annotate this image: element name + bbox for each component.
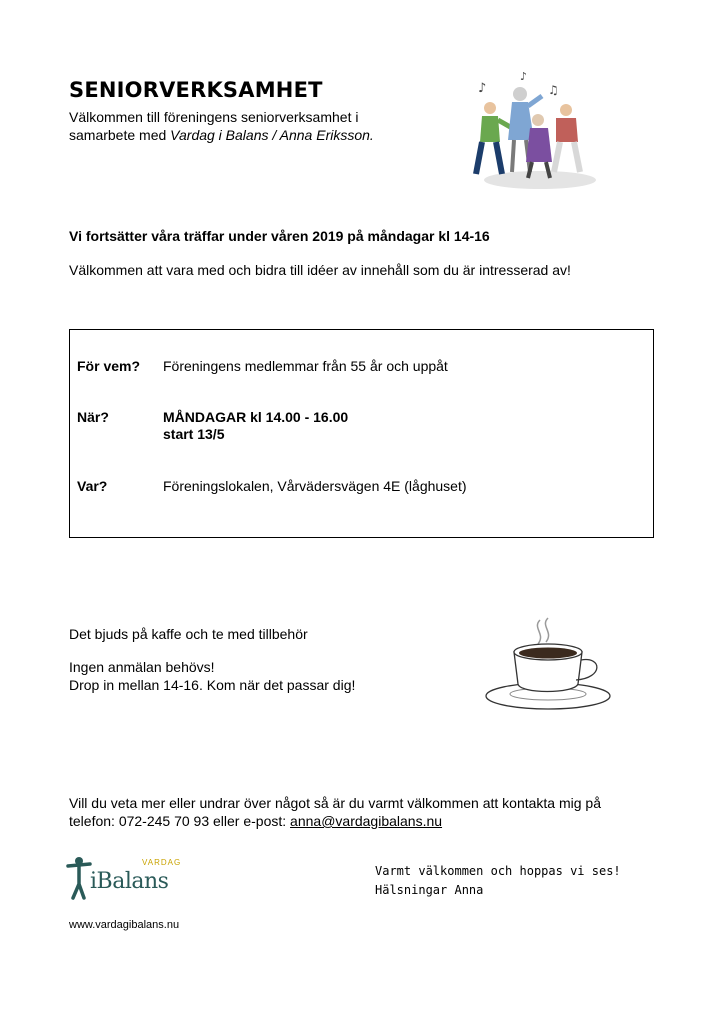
intro-line-1: Välkommen till föreningens seniorverksamhet i xyxy=(69,109,359,125)
logo-tag: VARDAG xyxy=(142,858,182,867)
coffee-text: Det bjuds på kaffe och te med tillbehör xyxy=(69,626,308,642)
coffee-cup-illustration xyxy=(484,614,614,714)
intro-text xyxy=(69,108,374,144)
who-label: För vem? xyxy=(77,358,141,374)
contact-line-1: Vill du veta mer eller undrar över något så är du varmt välkommen att kontakta mig på xyxy=(69,795,601,811)
where-label: Var? xyxy=(77,478,108,494)
invite-text: Välkommen att vara med och bidra till idéer av innehåll som du är intresserad av! xyxy=(69,262,571,278)
when-value-line-1: MÅNDAGAR kl 14.00 - 16.00 xyxy=(163,409,349,425)
who-value: Föreningens medlemmar från 55 år och uppåt xyxy=(163,358,448,374)
logo-wordmark: iBalans xyxy=(90,869,169,894)
when-value-line-2: start 13/5 xyxy=(163,426,225,442)
greeting-line-1: Varmt välkommen och hoppas vi ses! xyxy=(375,864,621,878)
contact-text xyxy=(69,794,601,830)
contact-line-2 xyxy=(69,812,601,830)
phone-text: telefon: 072-245 70 93 eller e-post: xyxy=(69,813,291,829)
dancing-seniors-illustration xyxy=(468,68,598,192)
where-value: Föreningslokalen, Vårvädersvägen 4E (låghuset) xyxy=(163,478,467,494)
greeting xyxy=(375,862,621,900)
partner-name: Vardag i Balans / Anna Eriksson. xyxy=(170,127,374,143)
svg-text:♫: ♫ xyxy=(548,83,559,97)
email-link[interactable]: anna@vardagibalans.nu xyxy=(290,813,443,829)
greeting-line-2: Hälsningar Anna xyxy=(375,883,484,897)
no-signup-line: Ingen anmälan behövs! xyxy=(69,659,215,675)
vardag-ibalans-logo xyxy=(66,856,186,902)
svg-text:♪: ♪ xyxy=(478,81,487,96)
when-label: När? xyxy=(77,409,109,425)
website-url: www.vardagibalans.nu xyxy=(69,919,180,931)
figure-icon xyxy=(66,856,92,900)
signup-text xyxy=(69,658,355,694)
drop-in-line: Drop in mellan 14-16. Kom när det passar dig! xyxy=(69,677,356,693)
intro-prefix: samarbete med xyxy=(69,127,171,143)
schedule-headline: Vi fortsätter våra träffar under våren 2019 på måndagar kl 14-16 xyxy=(69,228,490,244)
info-box xyxy=(69,329,654,538)
intro-line-2 xyxy=(69,126,374,144)
svg-text:♪: ♪ xyxy=(520,70,528,83)
when-value xyxy=(163,409,643,443)
page-title: SENIORVERKSAMHET xyxy=(69,78,323,102)
